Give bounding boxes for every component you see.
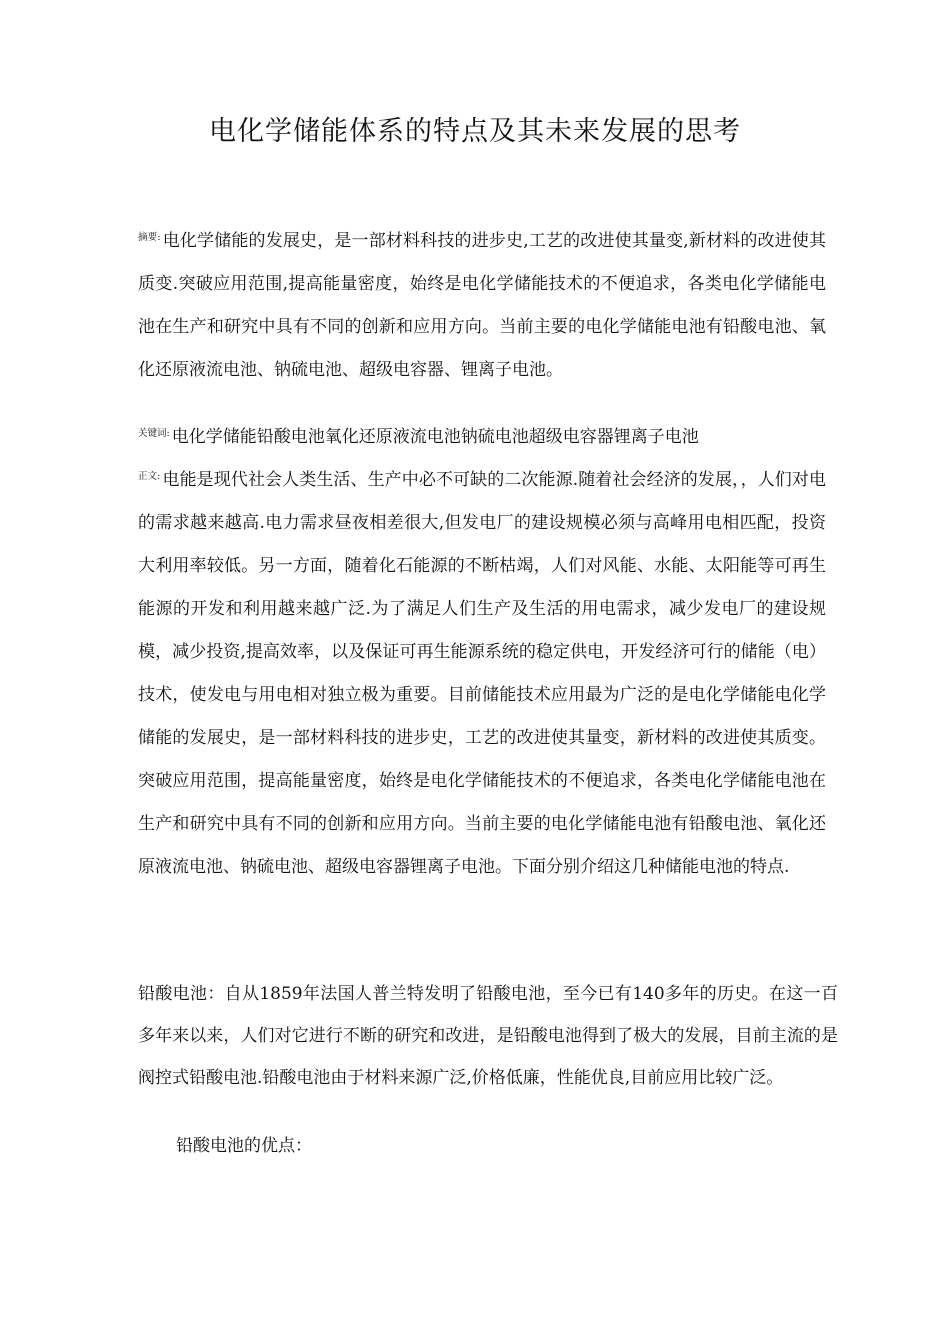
abstract-label: 摘要: — [138, 232, 161, 243]
advantages-heading: 铅酸电池的优点： — [176, 1136, 312, 1156]
body-text: 电能是现代社会人类生活、生产中必不可缺的二次能源.随着社会经济的发展，，人们对电的需求越来越高.电力需求昼夜相差很大,但发电厂的建设规模必须与高峰用电相匹配，投资大利用率较低。另一方面，随着化石能源的不断枯竭，人们对风能、水能、太阳能等可再生能源的开发和利用越来越广泛.为了满足人们生产及生活的用电需求，减少发电厂的建设规模，减少投资,提高效率，以及保证可再生能源系统的稳定供电，开发经济可行的储能（电）技术，使发电与用电相对独立极为重要。目前储能技术应用最为广泛的是电化学储能电化学储能的发展史，是一部材料科技的进步史，工艺的改进使其量变，新材料的改进使其质变。突破应用范围，提高能量密度，始终是电化学储能技术的不便追求，各类电化学储能电池在生产和研究中具有不同的创新和应用方向。当前主要的电化学储能电池有铅酸电池、氧化还原液流电池、钠硫电池、超级电容器锂离子电池。下面分别介绍这几种储能电池的特点. — [138, 470, 826, 877]
lead-acid-paragraph: 铅酸电池：自从1859年法国人普兰特发明了铅酸电池，至今已有140多年的历史。在这一百多年来以来，人们对它进行不断的研究和改进，是铅酸电池得到了极大的发展，目前主流的是阀控式铅酸电池.铅酸电池由于材料来源广泛,价格低廉，性能优良,目前应用比较广泛。 — [138, 984, 838, 1088]
abstract-paragraph — [138, 216, 826, 392]
body-paragraph — [138, 455, 826, 889]
body-label: 正文: — [138, 471, 161, 482]
abstract-text: 电化学储能的发展史，是一部材料科技的进步史,工艺的改进使其量变,新材料的改进使其质变.突破应用范围,提高能量密度，始终是电化学储能技术的不便追求，各类电化学储能电池在生产和研究中具有不同的创新和应用方向。当前主要的电化学储能电池有铅酸电池、氧化还原液流电池、钠硫电池、超级电容器、锂离子电池。 — [138, 231, 827, 380]
keywords-text: 电化学储能铅酸电池氧化还原液流电池钠硫电池超级电容器锂离子电池 — [171, 427, 699, 447]
keywords-label: 关键词: — [138, 428, 170, 439]
document-title: 电化学储能体系的特点及其未来发展的思考 — [209, 116, 741, 147]
keywords-paragraph — [138, 412, 826, 459]
